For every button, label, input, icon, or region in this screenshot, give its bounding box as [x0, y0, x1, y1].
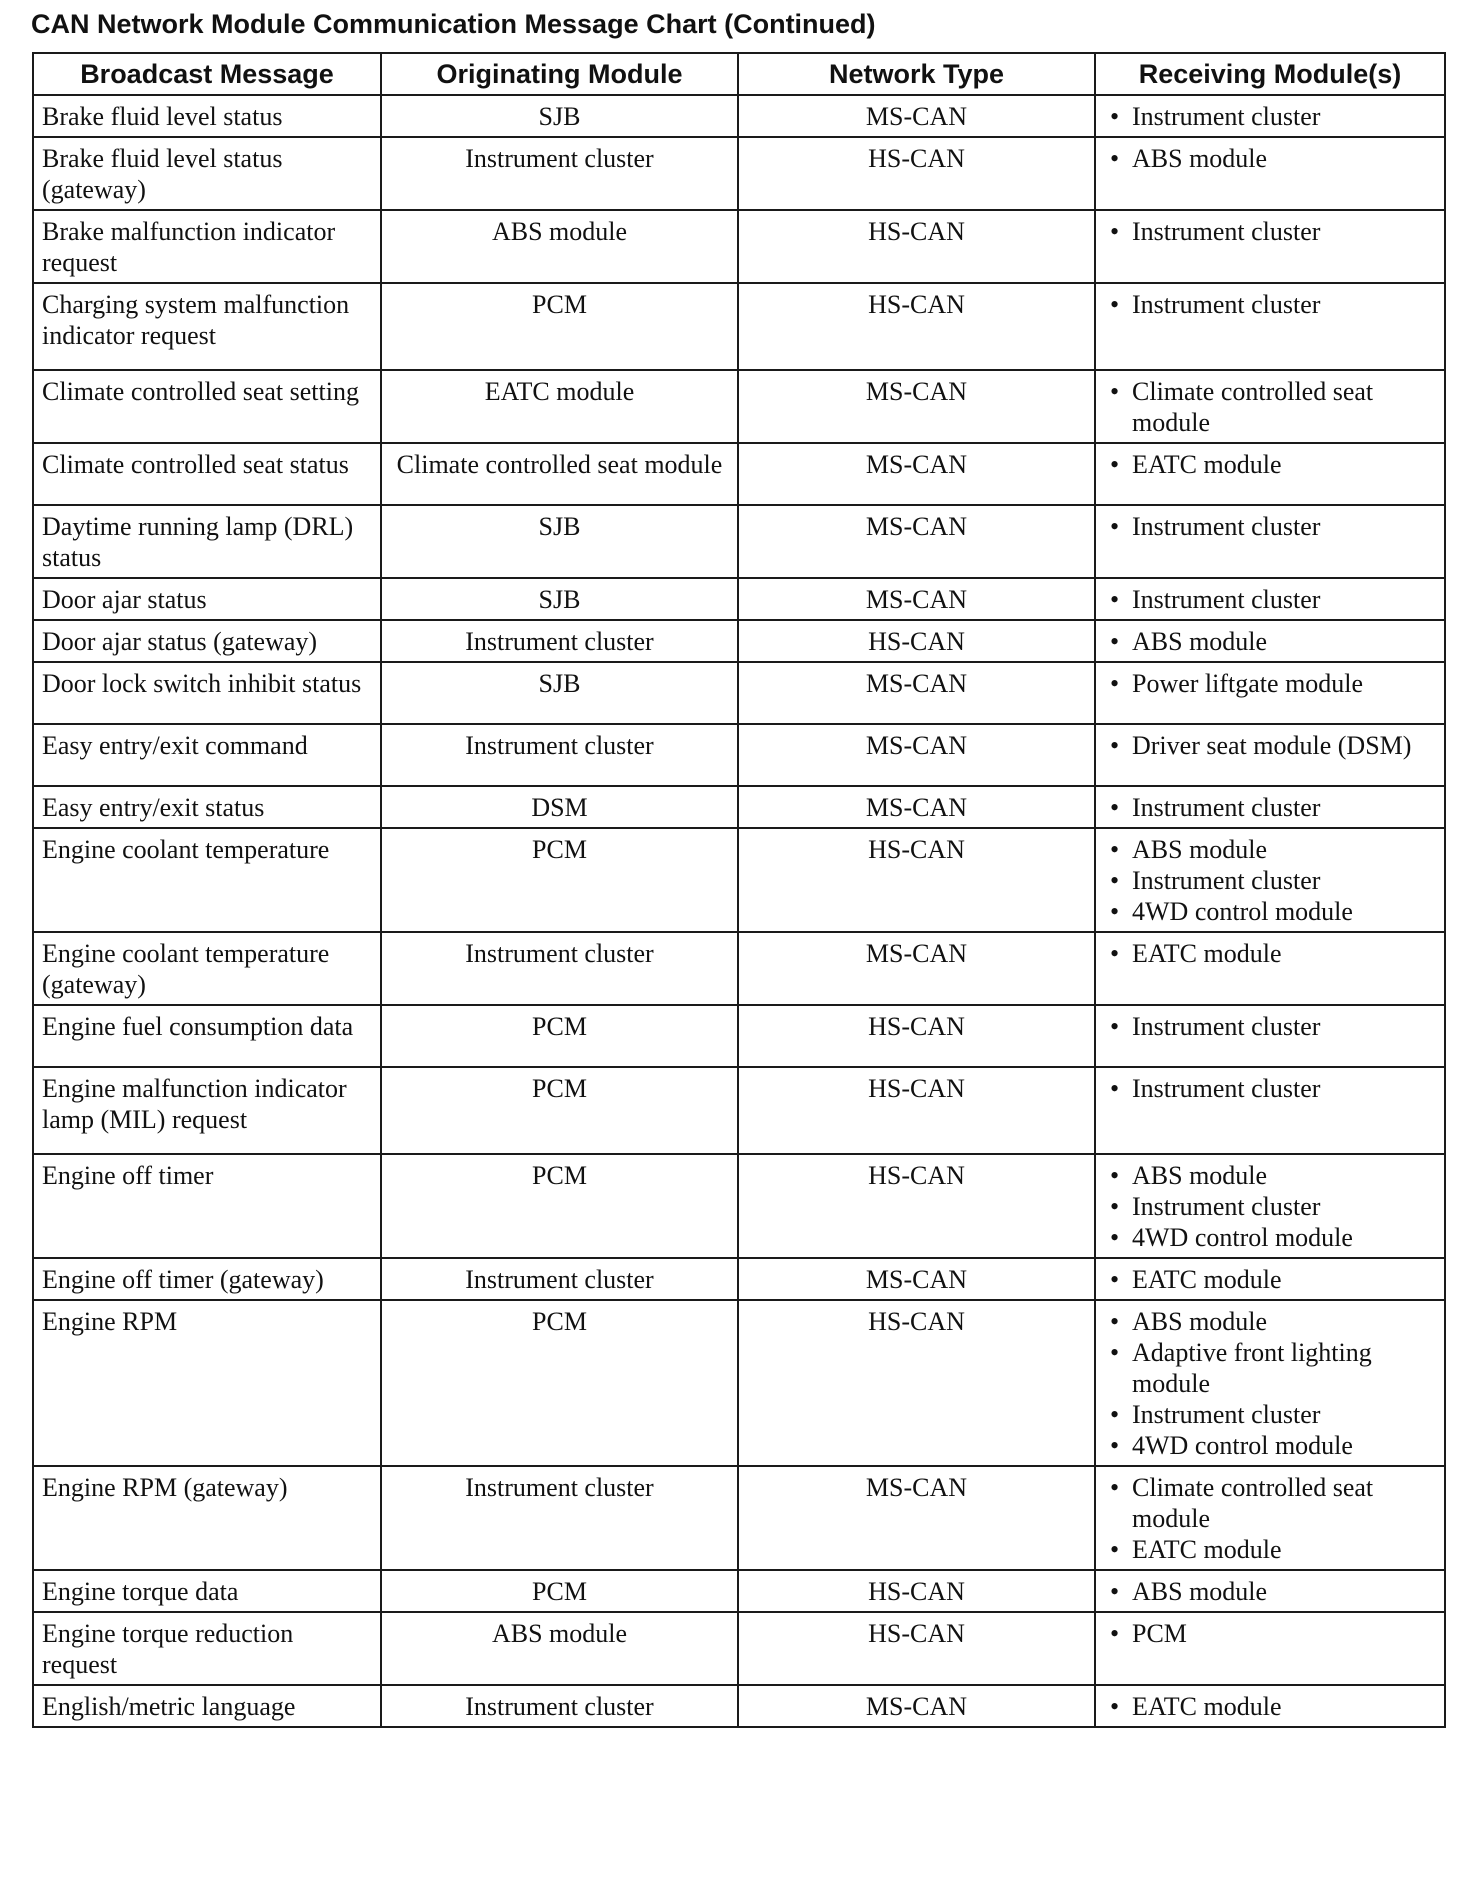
network-type-cell: MS-CAN — [738, 724, 1095, 786]
receiving-module-item: • Instrument cluster — [1104, 584, 1436, 615]
receiving-modules-list — [1104, 101, 1436, 132]
receiving-module-item: • ABS module — [1104, 1306, 1436, 1337]
receiving-modules-list — [1104, 1306, 1436, 1461]
table-row — [33, 137, 1445, 210]
receiving-modules-list — [1104, 668, 1436, 699]
receiving-modules-list — [1104, 216, 1436, 247]
receiving-module-item: • Instrument cluster — [1104, 1191, 1436, 1222]
table-row — [33, 724, 1445, 786]
broadcast-message-cell: Engine torque data — [33, 1570, 381, 1612]
receiving-module-item: • Instrument cluster — [1104, 216, 1436, 247]
receiving-modules-list — [1104, 289, 1436, 320]
receiving-module-item: • Instrument cluster — [1104, 511, 1436, 542]
table-row — [33, 1154, 1445, 1258]
originating-module-cell: SJB — [381, 578, 738, 620]
originating-module-cell: SJB — [381, 95, 738, 137]
receiving-module-item: • EATC module — [1104, 1691, 1436, 1722]
originating-module-cell: PCM — [381, 1300, 738, 1466]
broadcast-message-cell: Climate controlled seat setting — [33, 370, 381, 443]
network-type-cell: MS-CAN — [738, 443, 1095, 505]
network-type-cell: HS-CAN — [738, 1612, 1095, 1685]
receiving-module-item: • ABS module — [1104, 626, 1436, 657]
receiving-modules-cell — [1095, 443, 1445, 505]
table-row — [33, 932, 1445, 1005]
receiving-modules-cell — [1095, 1258, 1445, 1300]
receiving-modules-cell — [1095, 95, 1445, 137]
originating-module-cell: PCM — [381, 283, 738, 370]
header-network-type: Network Type — [738, 53, 1095, 95]
originating-module-cell: PCM — [381, 1005, 738, 1067]
network-type-cell: MS-CAN — [738, 95, 1095, 137]
receiving-modules-cell — [1095, 1466, 1445, 1570]
receiving-module-item: • ABS module — [1104, 1576, 1436, 1607]
originating-module-cell: PCM — [381, 1154, 738, 1258]
table-row — [33, 620, 1445, 662]
table-row — [33, 95, 1445, 137]
network-type-cell: HS-CAN — [738, 828, 1095, 932]
receiving-modules-list — [1104, 1073, 1436, 1104]
broadcast-message-cell: Engine RPM (gateway) — [33, 1466, 381, 1570]
receiving-module-item: • 4WD control module — [1104, 896, 1436, 927]
table-row — [33, 1258, 1445, 1300]
originating-module-cell: Instrument cluster — [381, 1466, 738, 1570]
originating-module-cell: SJB — [381, 505, 738, 578]
originating-module-cell: EATC module — [381, 370, 738, 443]
receiving-modules-cell — [1095, 724, 1445, 786]
originating-module-cell: Instrument cluster — [381, 932, 738, 1005]
broadcast-message-cell: Engine malfunction indicator lamp (MIL) request — [33, 1067, 381, 1154]
receiving-module-item: • Driver seat module (DSM) — [1104, 730, 1436, 761]
broadcast-message-cell: Easy entry/exit command — [33, 724, 381, 786]
table-row — [33, 443, 1445, 505]
table-row — [33, 1067, 1445, 1154]
receiving-modules-list — [1104, 1011, 1436, 1042]
broadcast-message-cell: Engine off timer (gateway) — [33, 1258, 381, 1300]
table-row — [33, 283, 1445, 370]
receiving-modules-cell — [1095, 1154, 1445, 1258]
receiving-modules-cell — [1095, 210, 1445, 283]
receiving-modules-list — [1104, 1160, 1436, 1253]
page-title: CAN Network Module Communication Message Chart (Continued) — [31, 9, 876, 39]
network-type-cell: MS-CAN — [738, 662, 1095, 724]
receiving-modules-list — [1104, 792, 1436, 823]
table-row — [33, 1005, 1445, 1067]
receiving-modules-list — [1104, 1264, 1436, 1295]
network-type-cell: MS-CAN — [738, 1466, 1095, 1570]
receiving-module-item: • Instrument cluster — [1104, 1073, 1436, 1104]
receiving-module-item: • Instrument cluster — [1104, 289, 1436, 320]
network-type-cell: MS-CAN — [738, 786, 1095, 828]
originating-module-cell: SJB — [381, 662, 738, 724]
broadcast-message-cell: Daytime running lamp (DRL) status — [33, 505, 381, 578]
table-row — [33, 1570, 1445, 1612]
receiving-modules-cell — [1095, 662, 1445, 724]
table-row — [33, 578, 1445, 620]
network-type-cell: MS-CAN — [738, 578, 1095, 620]
network-type-cell: HS-CAN — [738, 137, 1095, 210]
receiving-modules-cell — [1095, 1612, 1445, 1685]
network-type-cell: HS-CAN — [738, 1154, 1095, 1258]
originating-module-cell: ABS module — [381, 210, 738, 283]
receiving-modules-list — [1104, 584, 1436, 615]
receiving-module-item: • Instrument cluster — [1104, 865, 1436, 896]
broadcast-message-cell: Engine off timer — [33, 1154, 381, 1258]
broadcast-message-cell: Engine fuel consumption data — [33, 1005, 381, 1067]
receiving-modules-cell — [1095, 1005, 1445, 1067]
network-type-cell: HS-CAN — [738, 283, 1095, 370]
receiving-module-item: • PCM — [1104, 1618, 1436, 1649]
message-chart-table — [32, 52, 1446, 1728]
originating-module-cell: PCM — [381, 1067, 738, 1154]
receiving-module-item: • EATC module — [1104, 1264, 1436, 1295]
receiving-modules-cell — [1095, 828, 1445, 932]
receiving-modules-cell — [1095, 1685, 1445, 1727]
table-row — [33, 370, 1445, 443]
network-type-cell: MS-CAN — [738, 1685, 1095, 1727]
broadcast-message-cell: Door ajar status — [33, 578, 381, 620]
receiving-modules-list — [1104, 834, 1436, 927]
header-broadcast-message: Broadcast Message — [33, 53, 381, 95]
receiving-modules-cell — [1095, 505, 1445, 578]
table-row — [33, 662, 1445, 724]
broadcast-message-cell: Easy entry/exit status — [33, 786, 381, 828]
receiving-modules-cell — [1095, 786, 1445, 828]
receiving-module-item: • 4WD control module — [1104, 1430, 1436, 1461]
network-type-cell: HS-CAN — [738, 620, 1095, 662]
network-type-cell: HS-CAN — [738, 1067, 1095, 1154]
receiving-module-item: • ABS module — [1104, 1160, 1436, 1191]
broadcast-message-cell: Brake fluid level status — [33, 95, 381, 137]
receiving-modules-cell — [1095, 1300, 1445, 1466]
receiving-module-item: • EATC module — [1104, 938, 1436, 969]
network-type-cell: HS-CAN — [738, 210, 1095, 283]
header-originating-module: Originating Module — [381, 53, 738, 95]
receiving-modules-list — [1104, 1576, 1436, 1607]
table-row — [33, 1466, 1445, 1570]
broadcast-message-cell: Engine torque reduction request — [33, 1612, 381, 1685]
receiving-modules-list — [1104, 376, 1436, 438]
broadcast-message-cell: English/metric language — [33, 1685, 381, 1727]
receiving-modules-cell — [1095, 137, 1445, 210]
network-type-cell: HS-CAN — [738, 1300, 1095, 1466]
originating-module-cell: Instrument cluster — [381, 1258, 738, 1300]
table-row — [33, 786, 1445, 828]
receiving-modules-cell — [1095, 1570, 1445, 1612]
receiving-module-item: • Instrument cluster — [1104, 792, 1436, 823]
broadcast-message-cell: Door lock switch inhibit status — [33, 662, 381, 724]
network-type-cell: HS-CAN — [738, 1005, 1095, 1067]
originating-module-cell: Climate controlled seat module — [381, 443, 738, 505]
table-row — [33, 505, 1445, 578]
receiving-module-item: • Power liftgate module — [1104, 668, 1436, 699]
table-row — [33, 1685, 1445, 1727]
originating-module-cell: PCM — [381, 1570, 738, 1612]
receiving-module-item: • Climate controlled seat module — [1104, 376, 1436, 438]
broadcast-message-cell: Climate controlled seat status — [33, 443, 381, 505]
receiving-modules-list — [1104, 626, 1436, 657]
network-type-cell: HS-CAN — [738, 1570, 1095, 1612]
receiving-modules-cell — [1095, 370, 1445, 443]
broadcast-message-cell: Door ajar status (gateway) — [33, 620, 381, 662]
header-receiving-modules: Receiving Module(s) — [1095, 53, 1445, 95]
receiving-modules-list — [1104, 1691, 1436, 1722]
receiving-module-item: • Instrument cluster — [1104, 1011, 1436, 1042]
receiving-modules-cell — [1095, 620, 1445, 662]
broadcast-message-cell: Engine coolant temperature (gateway) — [33, 932, 381, 1005]
table-row — [33, 1300, 1445, 1466]
broadcast-message-cell: Engine coolant temperature — [33, 828, 381, 932]
broadcast-message-cell: Engine RPM — [33, 1300, 381, 1466]
receiving-modules-list — [1104, 730, 1436, 761]
receiving-module-item: • ABS module — [1104, 143, 1436, 174]
receiving-module-item: • EATC module — [1104, 449, 1436, 480]
receiving-modules-cell — [1095, 932, 1445, 1005]
table-row — [33, 828, 1445, 932]
table-header-row — [33, 53, 1445, 95]
receiving-module-item: • Instrument cluster — [1104, 1399, 1436, 1430]
broadcast-message-cell: Brake malfunction indicator request — [33, 210, 381, 283]
receiving-module-item: • EATC module — [1104, 1534, 1436, 1565]
receiving-module-item: • Climate controlled seat module — [1104, 1472, 1436, 1534]
receiving-modules-list — [1104, 938, 1436, 969]
receiving-modules-cell — [1095, 283, 1445, 370]
receiving-modules-list — [1104, 1618, 1436, 1649]
table-row — [33, 210, 1445, 283]
network-type-cell: MS-CAN — [738, 505, 1095, 578]
originating-module-cell: Instrument cluster — [381, 137, 738, 210]
receiving-modules-list — [1104, 511, 1436, 542]
originating-module-cell: DSM — [381, 786, 738, 828]
table-body — [33, 95, 1445, 1727]
receiving-module-item: • 4WD control module — [1104, 1222, 1436, 1253]
originating-module-cell: Instrument cluster — [381, 1685, 738, 1727]
receiving-modules-cell — [1095, 1067, 1445, 1154]
receiving-module-item: • Adaptive front lighting module — [1104, 1337, 1436, 1399]
receiving-modules-list — [1104, 449, 1436, 480]
network-type-cell: MS-CAN — [738, 1258, 1095, 1300]
network-type-cell: MS-CAN — [738, 370, 1095, 443]
network-type-cell: MS-CAN — [738, 932, 1095, 1005]
receiving-module-item: • Instrument cluster — [1104, 101, 1436, 132]
broadcast-message-cell: Charging system malfunction indicator request — [33, 283, 381, 370]
originating-module-cell: ABS module — [381, 1612, 738, 1685]
originating-module-cell: Instrument cluster — [381, 620, 738, 662]
receiving-modules-cell — [1095, 578, 1445, 620]
receiving-modules-list — [1104, 1472, 1436, 1565]
originating-module-cell: Instrument cluster — [381, 724, 738, 786]
receiving-module-item: • ABS module — [1104, 834, 1436, 865]
originating-module-cell: PCM — [381, 828, 738, 932]
table-row — [33, 1612, 1445, 1685]
broadcast-message-cell: Brake fluid level status (gateway) — [33, 137, 381, 210]
receiving-modules-list — [1104, 143, 1436, 174]
